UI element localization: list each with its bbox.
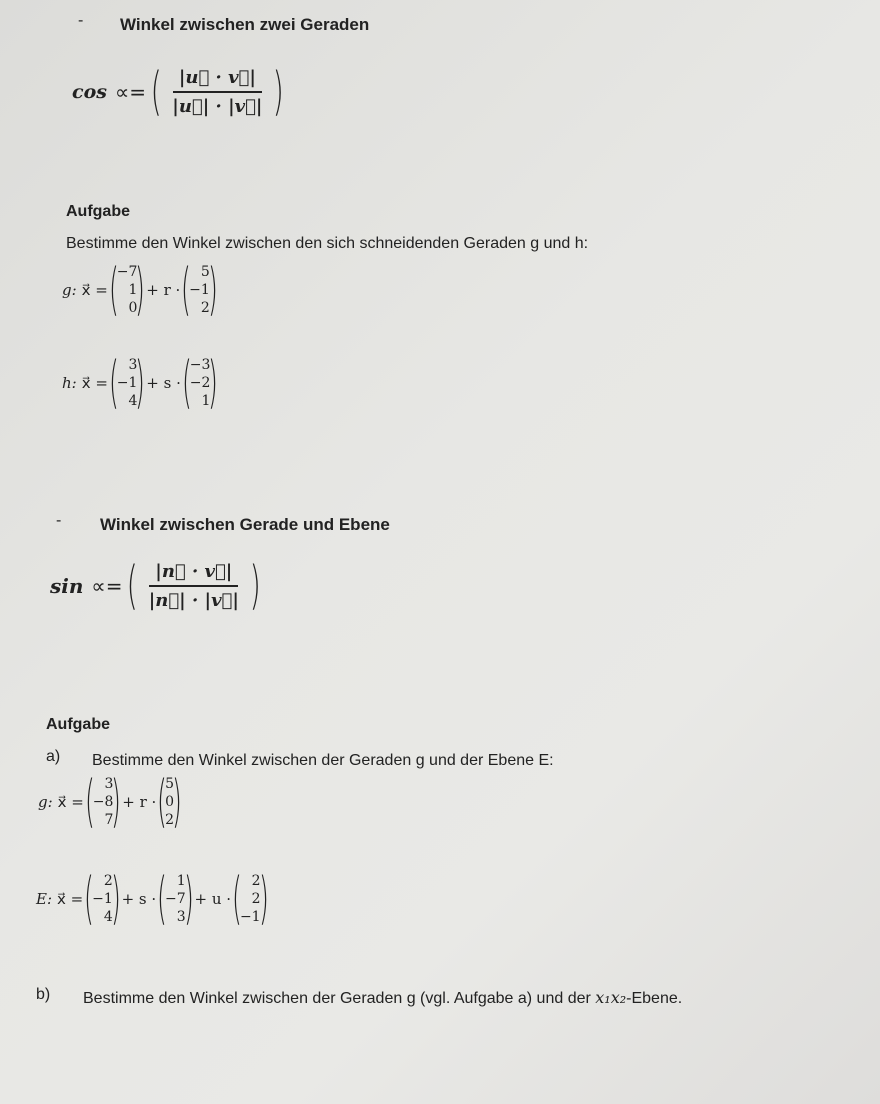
support-vector: ( 3 −1 4 ) — [108, 350, 146, 415]
eq-param: + r · — [146, 281, 181, 299]
cos-fraction — [166, 67, 268, 117]
vector-entry: −1 — [239, 909, 261, 925]
vector-entry: 0 — [165, 794, 175, 810]
direction-vector: ( 5 −1 2 ) — [181, 257, 218, 322]
vector-entry: 2 — [165, 812, 175, 828]
vector-entry: 5 — [200, 264, 210, 280]
vector-entry: 1 — [128, 282, 138, 298]
bullet-dash: - — [78, 12, 84, 29]
support-vector: ( 2 −1 4 ) — [84, 866, 121, 931]
sin-label: sin — [50, 574, 84, 598]
eq-xvec: x⃗ = — [57, 793, 84, 811]
vector-entry: 4 — [128, 393, 138, 409]
vector-entry: 2 — [103, 873, 113, 889]
eq-label: h: — [62, 374, 77, 392]
vector-entry: 3 — [176, 909, 186, 925]
eq-param: + s · — [121, 890, 157, 908]
section-title-lines: Winkel zwischen zwei Geraden — [120, 15, 370, 34]
eq-param: + s · — [146, 374, 181, 392]
fraction-numerator: |n⃗ · v⃗| — [149, 561, 238, 587]
support-vector: ( −7 1 0 ) — [108, 257, 146, 322]
vector-entry: −7 — [165, 891, 186, 907]
task-heading: Aufgabe — [46, 716, 110, 733]
eq-xvec: x⃗ = — [81, 281, 108, 299]
alpha-equals: ∝= — [114, 80, 146, 104]
vector-entry: 2 — [251, 873, 261, 889]
vector-entry: −1 — [189, 282, 210, 298]
part-b-plane: x₁x₂ — [595, 988, 627, 1007]
plane-E-equation — [36, 866, 269, 931]
eq-label: g: — [38, 793, 53, 811]
eq-param: + r · — [122, 793, 157, 811]
vector-entry: −1 — [92, 891, 113, 907]
vector-entry: 4 — [103, 909, 113, 925]
vector-entry: 2 — [251, 891, 261, 907]
vector-entry: 3 — [128, 357, 138, 373]
fraction-denominator: |n⃗| · |v⃗| — [148, 590, 239, 611]
vector-entry: −2 — [189, 375, 211, 391]
sin-fraction — [143, 561, 245, 611]
cos-formula: cos ∝= ( $\frac{|u⃗ \cdot v⃗|}{|u⃗| \cdot |v⃗|}$ ) — [72, 62, 285, 122]
vector-entry: 1 — [176, 873, 186, 889]
line-g2-equation — [38, 769, 183, 834]
eq-param: + u · — [194, 890, 232, 908]
vector-entry: 0 — [128, 300, 138, 316]
cos-label: cos — [72, 81, 107, 103]
part-a-text: Bestimme den Winkel zwischen der Geraden g und der Ebene E: — [92, 752, 554, 769]
direction-vector: ( 1 −7 3 ) — [157, 866, 194, 931]
direction-vector: ( 5 0 2 ) — [157, 769, 182, 834]
bullet-dash: - — [56, 512, 62, 529]
part-b-label: b) — [36, 986, 51, 1003]
eq-label: g: — [62, 281, 77, 299]
vector-entry: −1 — [116, 375, 138, 391]
direction-vector: ( 2 2 −1 ) — [232, 866, 269, 931]
part-a-label: a) — [46, 748, 61, 765]
alpha-equals: ∝= — [91, 574, 123, 598]
task-heading: Aufgabe — [66, 203, 130, 220]
vector-entry: 5 — [165, 776, 175, 792]
eq-label: E: — [36, 890, 53, 908]
vector-entry: 1 — [201, 393, 211, 409]
vector-entry: 2 — [200, 300, 210, 316]
vector-entry: 7 — [104, 812, 114, 828]
vector-entry: −8 — [92, 794, 114, 810]
part-b-main: Bestimme den Winkel zwischen der Geraden g (vgl. Aufgabe a) und der — [83, 990, 596, 1007]
part-b-suffix: -Ebene. — [626, 990, 683, 1007]
support-vector: ( 3 −8 7 ) — [84, 769, 122, 834]
line-h-equation — [62, 350, 219, 415]
vector-entry: −3 — [189, 357, 211, 373]
part-b-text — [83, 988, 682, 1008]
fraction-denominator: |u⃗| · |v⃗| — [172, 96, 263, 117]
sin-formula: sin ∝= ( $\frac{|n⃗ \cdot v⃗|}{|n⃗| \cdot |v⃗|}$ ) — [50, 556, 261, 616]
eq-xvec: x⃗ = — [81, 374, 108, 392]
fraction-numerator: |u⃗ · v⃗| — [173, 67, 262, 93]
task-text: Bestimme den Winkel zwischen den sich schneidenden Geraden g und h: — [66, 235, 589, 252]
section-title-plane: Winkel zwischen Gerade und Ebene — [100, 515, 390, 534]
vector-entry: 3 — [104, 776, 114, 792]
vector-entry: −7 — [116, 264, 138, 280]
eq-xvec: x⃗ = — [57, 890, 84, 908]
direction-vector: ( −3 −2 1 ) — [181, 350, 219, 415]
line-g-equation — [62, 257, 219, 322]
